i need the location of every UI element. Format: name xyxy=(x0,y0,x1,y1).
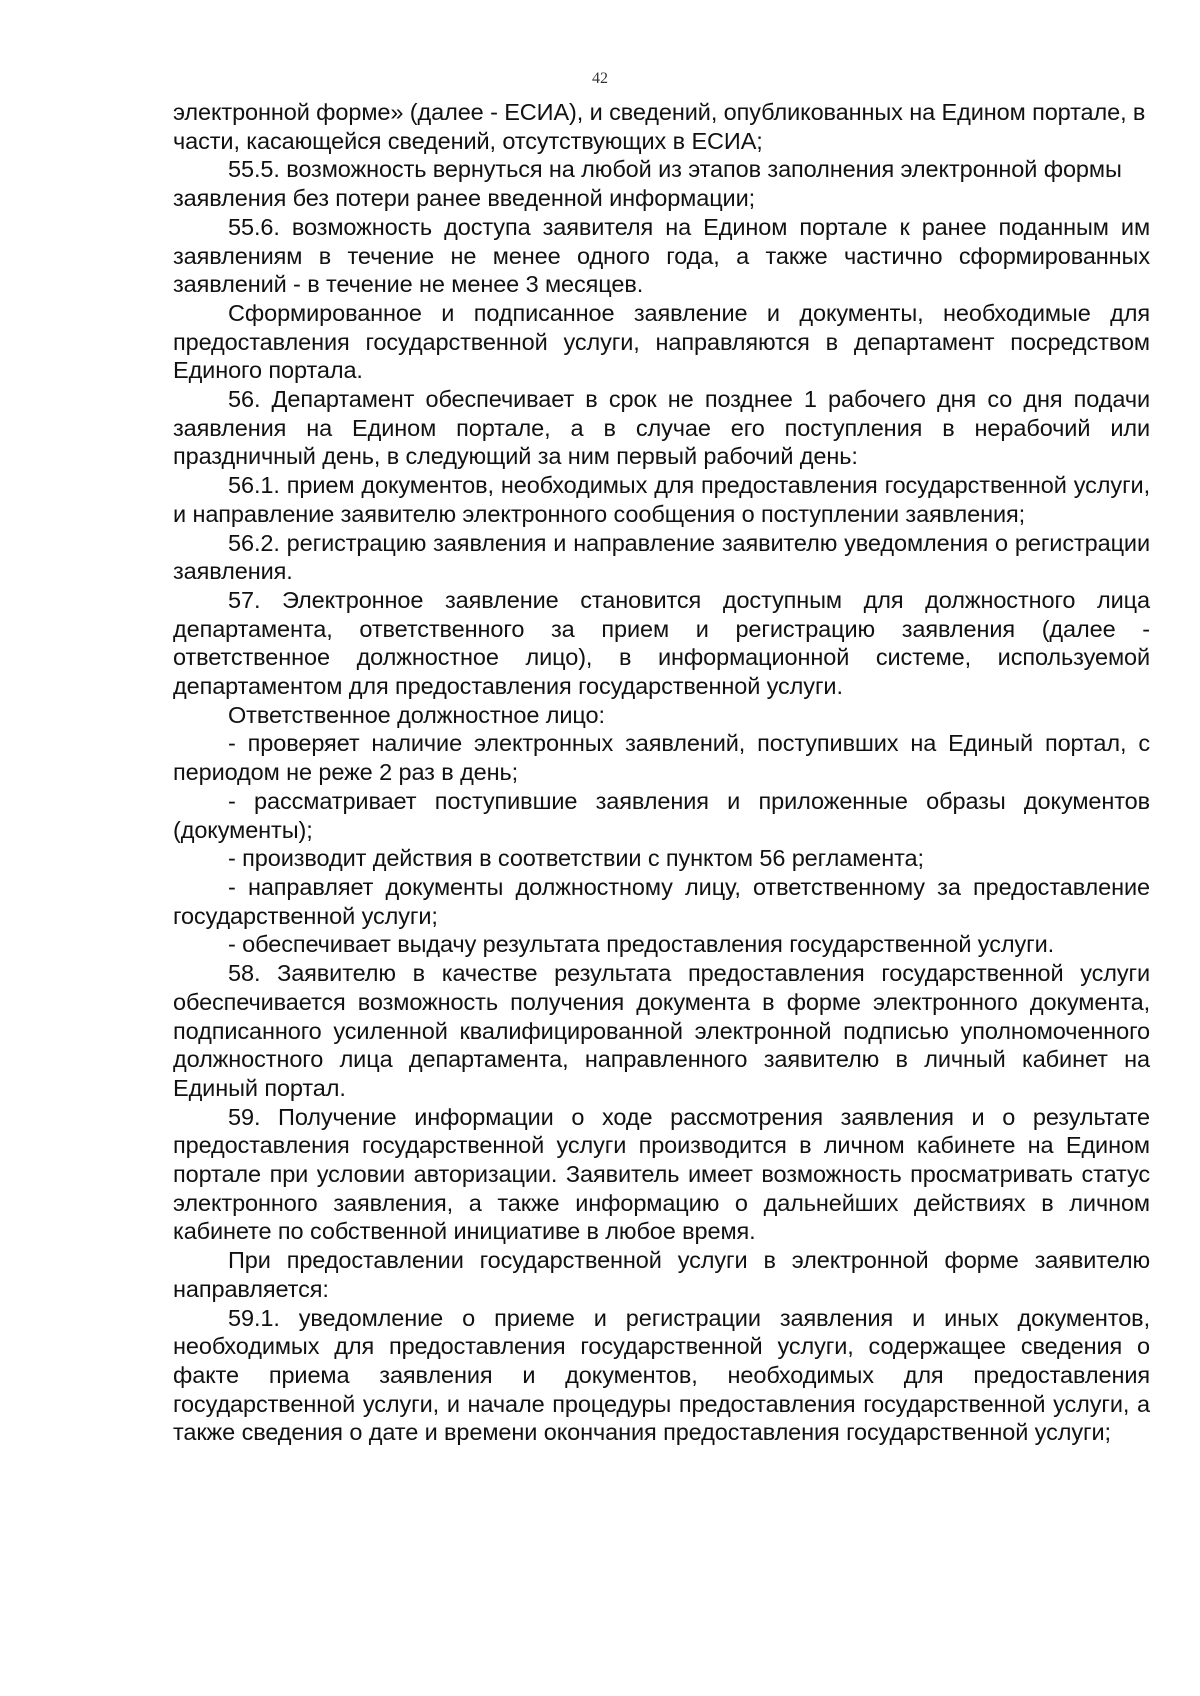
list-item-performs-actions: - производит действия в соответствии с пунктом 56 регламента; xyxy=(228,845,924,872)
list-item-reviews-applications: - рассматривает поступившие заявления и приложенные образы документов (документы); xyxy=(173,787,1150,843)
paragraph-58: 58. Заявителю в качестве результата предоставления государственной услуги обеспечивается возможность получения документа в форме электронного документа, подписанного усиленной квалифицированной электронной подписью уполномоченного должностного лица департамента, направленного заявителю в личный кабинет на Единый портал. xyxy=(173,960,1150,1101)
paragraph-responsible-official: Ответственное должностное лицо: xyxy=(228,701,605,728)
paragraph-submitted-application: Сформированное и подписанное заявление и документы, необходимые для предоставления государственной услуги, направляются в департамент посредством Единого портала. xyxy=(173,299,1150,384)
paragraph-56: 56. Департамент обеспечивает в срок не позднее 1 рабочего дня со дня подачи заявления на Едином портале, а в случае его поступления в нерабочий или праздничный день, в следующий за ним первый рабочий день: xyxy=(173,386,1150,470)
paragraph-56-1: 56.1. прием документов, необходимых для предоставления государственной услуги, и направление заявителю электронного сообщения о поступлении заявления; xyxy=(173,472,1150,527)
paragraph-56-2: 56.2. регистрацию заявления и направление заявителю уведомления о регистрации заявления. xyxy=(173,529,1150,585)
paragraph-electronic-form-notice: При предоставлении государственной услуги в электронной форме заявителю направляется: xyxy=(173,1247,1150,1302)
paragraph-55-6: 55.6. возможность доступа заявителя на Едином портале к ранее поданным им заявлениям в течение не менее одного года, а также частично сформированных заявлений - в течение не менее 3 месяцев. xyxy=(173,213,1150,298)
paragraph-59: 59. Получение информации о ходе рассмотрения заявления и о результате предоставления государственной услуги производится в личном кабинете на Едином портале при условии авторизации. Заявитель имеет возможность просматривать статус электронного заявления, а также информацию о дальнейших действиях в личном кабинете по собственной инициативе в любое время. xyxy=(173,1103,1150,1245)
paragraph-esia-continuation: электронной форме» (далее - ЕСИА), и сведений, опубликованных на Едином портале, в части, касающейся сведений, отсутствующих в ЕСИА; xyxy=(173,99,1146,154)
paragraph-55-5: 55.5. возможность вернуться на любой из этапов заполнения электронной формы заявления без потери ранее введенной информации; xyxy=(173,156,1122,212)
paragraph-57: 57. Электронное заявление становится доступным для должностного лица департамента, ответственного за прием и регистрацию заявления (далее - ответственное должностное лицо), в информационной системе, используемой департаментом для предоставления государственной услуги. xyxy=(173,586,1150,700)
list-item-checks-applications: - проверяет наличие электронных заявлений, поступивших на Единый портал, с периодом не реже 2 раз в день; xyxy=(173,730,1150,786)
page-number: 42 xyxy=(592,70,608,87)
list-item-ensures-delivery: - обеспечивает выдачу результата предоставления государственной услуги. xyxy=(228,931,1055,958)
document-body xyxy=(173,98,1150,1447)
paragraph-59-1: 59.1. уведомление о приеме и регистрации заявления и иных документов, необходимых для предоставления государственной услуги, содержащее сведения о факте приема заявления и документов, необходимых для предоставления государственной услуги, и начале процедуры предоставления государственной услуги, а также сведения о дате и времени окончания предоставления государственной услуги; xyxy=(173,1304,1150,1446)
list-item-forwards-documents: - направляет документы должностному лицу, ответственному за предоставление государственной услуги; xyxy=(173,873,1150,929)
